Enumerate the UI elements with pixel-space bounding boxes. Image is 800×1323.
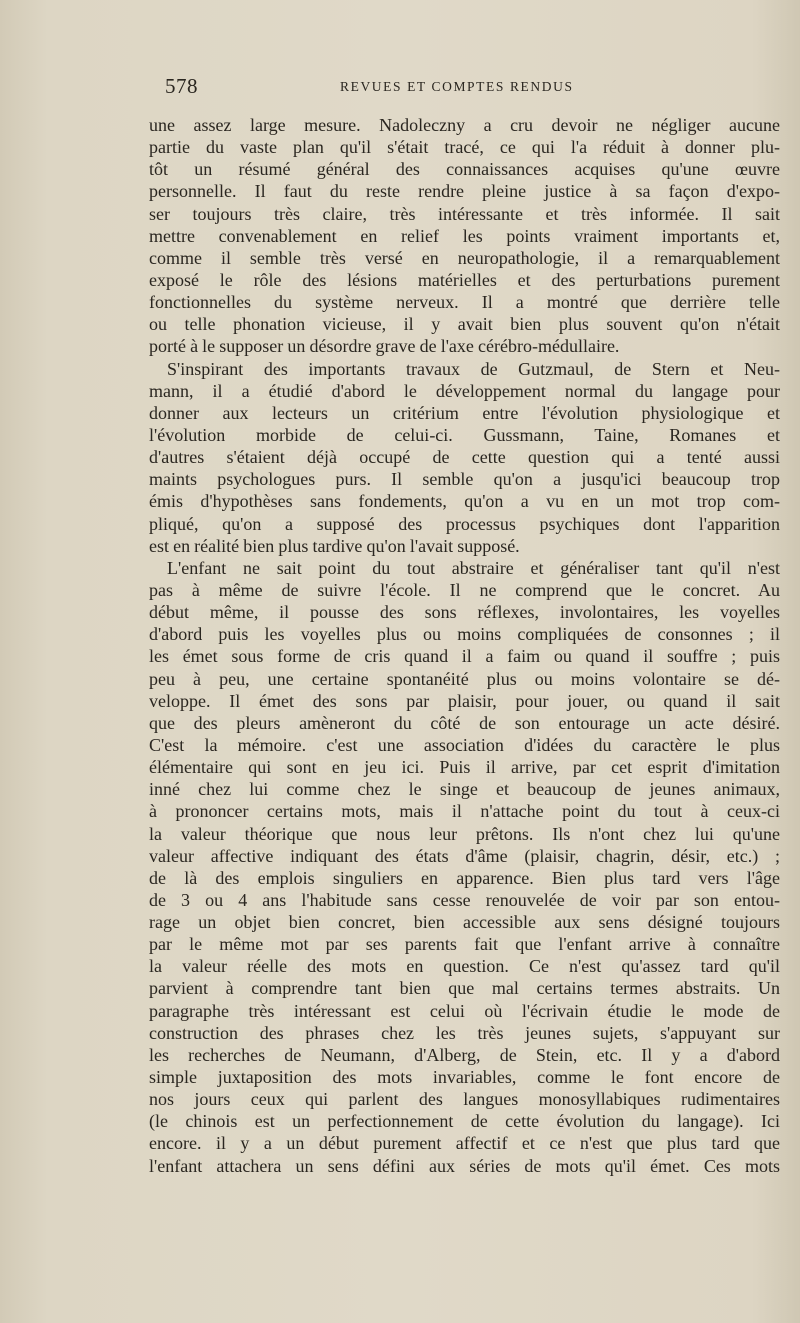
text-line: l'enfant attachera un sens défini aux séries de mots qu'il émet. Ces mots bbox=[149, 1155, 780, 1176]
text-line: pas à même de suivre l'école. Il ne comprend que le concret. Au bbox=[149, 579, 780, 600]
text-line: comme il semble très versé en neuropathologie, il a remarquablement bbox=[149, 247, 780, 268]
text-line: à prononcer certains mots, mais il n'attache point du tout à ceux-ci bbox=[149, 801, 780, 822]
text-line: rage un objet bien concret, bien accessible aux sens désigné toujours bbox=[149, 912, 780, 933]
text-line: émis d'hypothèses sans fondements, qu'on a vu en un mot trop com- bbox=[149, 491, 780, 512]
text-line: est en réalité bien plus tardive qu'on l'avait supposé. bbox=[149, 535, 520, 556]
text-line: exposé le rôle des lésions matérielles et des perturbations purement bbox=[149, 269, 780, 290]
text-line: fonctionnelles du système nerveux. Il a montré que derrière telle bbox=[149, 292, 780, 313]
text-line: une assez large mesure. Nadoleczny a cru devoir ne négliger aucune bbox=[149, 115, 780, 135]
text-line: début même, il pousse des sons réflexes, involontaires, les voyelles bbox=[149, 602, 780, 623]
text-line: de 3 ou 4 ans l'habitude sans cesse renouvelée de voir par son entou- bbox=[149, 889, 780, 910]
text-line: les recherches de Neumann, d'Alberg, de Stein, etc. Il y a d'abord bbox=[149, 1044, 780, 1065]
text-line: porté à le supposer un désordre grave de l'axe cérébro-médullaire. bbox=[149, 336, 620, 357]
page-number: 578 bbox=[165, 74, 198, 98]
text-line: C'est la mémoire. c'est une association d'idées du caractère le plus bbox=[149, 734, 780, 755]
text-line: par le même mot par ses parents fait que l'enfant arrive à connaître bbox=[149, 934, 780, 955]
text-line: encore. il y a un début purement affectif et ce n'est que plus tard que bbox=[149, 1133, 780, 1154]
text-line: donner aux lecteurs un critérium entre l'évolution physiologique et bbox=[149, 402, 780, 423]
text-line: nos jours ceux qui parlent des langues monosyllabiques rudimentaires bbox=[149, 1089, 780, 1110]
text-line: la valeur réelle des mots en question. Ce n'est qu'assez tard qu'il bbox=[149, 956, 780, 977]
text-line: la valeur théorique que nous leur prêtons. Ils n'ont chez lui qu'une bbox=[149, 823, 780, 844]
text-line: mettre convenablement en relief les points vraiment importants et, bbox=[149, 225, 780, 246]
text-line: valeur affective indiquant des états d'âme (plaisir, chagrin, désir, etc.) ; bbox=[149, 845, 780, 866]
text-line: ou telle phonation vicieuse, il y avait bien plus souvent qu'on n'était bbox=[149, 314, 780, 335]
text-line: veloppe. Il émet des sons par plaisir, pour jouer, ou quand il sait bbox=[149, 690, 780, 711]
text-line: simple juxtaposition des mots invariables, comme le font encore de bbox=[149, 1067, 780, 1088]
text-line: que des pleurs amèneront du côté de son entourage un acte désiré. bbox=[149, 712, 780, 733]
text-line: peu à peu, une certaine spontanéité plus ou moins volontaire se dé- bbox=[149, 668, 780, 689]
text-line: ser toujours très claire, très intéressante et très informée. Il sait bbox=[149, 203, 780, 224]
text-line: L'enfant ne sait point du tout abstraire et généraliser tant qu'il n'est bbox=[167, 557, 780, 578]
text-line: pliqué, qu'on a supposé des processus psychiques dont l'apparition bbox=[149, 513, 780, 534]
body-text bbox=[149, 114, 780, 1177]
text-line: tôt un résumé général des connaissances acquises qu'une œuvre bbox=[149, 159, 780, 180]
text-line: paragraphe très intéressant est celui où l'écrivain étudie le mode de bbox=[149, 1000, 780, 1021]
text-line: élémentaire qui sont en jeu ici. Puis il arrive, par cet esprit d'imitation bbox=[149, 757, 780, 778]
text-line: S'inspirant des importants travaux de Gutzmaul, de Stern et Neu- bbox=[167, 358, 780, 379]
text-line: d'autres s'étaient déjà occupé de cette question qui a tenté aussi bbox=[149, 447, 780, 468]
text-line: personnelle. Il faut du reste rendre pleine justice à sa façon d'expo- bbox=[149, 181, 780, 202]
paragraph bbox=[149, 557, 780, 1177]
text-line: l'évolution morbide de celui-ci. Gussmann, Taine, Romanes et bbox=[149, 424, 780, 445]
text-line: les émet sous forme de cris quand il a faim ou quand il souffre ; puis bbox=[149, 646, 780, 667]
running-head: REVUES ET COMPTES RENDUS bbox=[340, 79, 574, 94]
text-line: construction des phrases chez les très jeunes sujets, s'appuyant sur bbox=[149, 1022, 780, 1043]
text-line: parvient à comprendre tant bien que mal certains termes abstraits. Un bbox=[149, 978, 780, 999]
text-line: mann, il a étudié d'abord le développement normal du langage pour bbox=[149, 380, 780, 401]
text-line: inné chez lui comme chez le singe et beaucoup de jeunes animaux, bbox=[149, 779, 780, 800]
text-line: (le chinois est un perfectionnement de cette évolution du langage). Ici bbox=[149, 1111, 780, 1132]
text-line: d'abord puis les voyelles plus ou moins compliquées de consonnes ; il bbox=[149, 624, 780, 645]
paragraph bbox=[149, 114, 780, 358]
text-line: maints psychologues purs. Il semble qu'on a jusqu'ici beaucoup trop bbox=[149, 469, 780, 490]
text-line: partie du vaste plan qu'il s'était tracé, ce qui l'a réduit à donner plu- bbox=[149, 137, 780, 158]
text-line: de là des emplois singuliers en apparence. Bien plus tard vers l'âge bbox=[149, 867, 780, 888]
paragraph bbox=[149, 358, 780, 557]
